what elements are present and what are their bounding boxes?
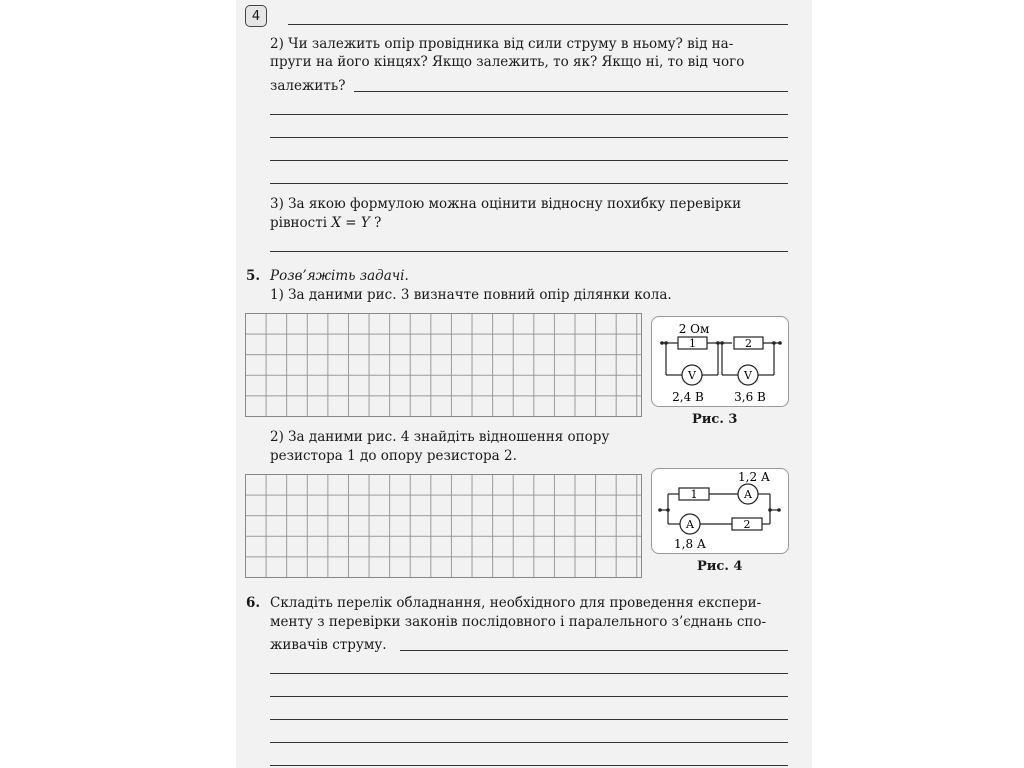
- q3-formula: X = Y: [331, 215, 370, 231]
- answer-line[interactable]: [270, 183, 788, 184]
- fig4-resistor1-label: 1: [690, 488, 698, 501]
- fig4-resistor2-label: 2: [743, 518, 751, 531]
- ammeter-icon: A: [686, 518, 694, 531]
- q2-line2: пруги на його кінцях? Якщо залежить, то як? Якщо ні, то від чого: [270, 54, 745, 70]
- q3-prefix: рівності: [270, 215, 328, 231]
- fig4-current1: 1,2 А: [738, 470, 770, 484]
- fig3-resistor2-label: 2: [745, 337, 752, 350]
- answer-line[interactable]: [270, 160, 788, 161]
- task6-number: 6.: [246, 595, 261, 611]
- q3-suffix: ?: [374, 215, 382, 231]
- q2-line1: 2) Чи залежить опір провідника від сили струму в ньому? від на-: [270, 36, 734, 52]
- fig3-resistance-label: 2 Ом: [678, 322, 710, 336]
- ammeter-icon: A: [744, 488, 752, 501]
- answer-line[interactable]: [400, 650, 788, 651]
- fig4-current2: 1,8 А: [674, 537, 706, 551]
- q3-line1: 3) За якою формулою можна оцінити відносну похибку перевірки: [270, 196, 742, 212]
- task5-sub2-line2: резистора 1 до опору резистора 2.: [270, 448, 517, 464]
- figure-3-circuit: [651, 316, 789, 407]
- figure-4-caption: Рис. 4: [697, 559, 743, 574]
- fig3-resistor1-label: 1: [689, 337, 696, 350]
- figure-3-caption: Рис. 3: [692, 412, 738, 427]
- task6-line3: живачів струму.: [270, 637, 387, 653]
- answer-line[interactable]: [270, 673, 788, 674]
- answer-line[interactable]: [270, 765, 788, 766]
- answer-grid-1[interactable]: [245, 313, 642, 417]
- voltmeter-icon: V: [744, 369, 752, 382]
- answer-line[interactable]: [270, 251, 788, 252]
- answer-line[interactable]: [354, 91, 788, 92]
- figure-4-circuit: [651, 468, 789, 554]
- q3-line2: [270, 214, 381, 233]
- page-number-badge: 4: [245, 5, 267, 27]
- q2-line3: залежить?: [270, 78, 346, 94]
- answer-grid-2[interactable]: [245, 474, 642, 578]
- task5-sub1: 1) За даними рис. 3 визначте повний опір ділянки кола.: [270, 287, 672, 303]
- task6-line2: менту з перевірки законів послідовного і паралельного з’єднань спо-: [270, 614, 767, 630]
- task6-line1: Складіть перелік обладнання, необхідного для проведення експери-: [270, 595, 762, 611]
- answer-line[interactable]: [270, 696, 788, 697]
- answer-line[interactable]: [270, 114, 788, 115]
- fig3-voltage2: 3,6 В: [734, 390, 766, 404]
- fig3-voltage1: 2,4 В: [672, 390, 704, 404]
- task5-title: Розв’яжіть задачі.: [270, 268, 409, 284]
- answer-line[interactable]: [270, 742, 788, 743]
- circuit-4-diagram: [652, 469, 787, 552]
- circuit-3-diagram: [652, 317, 787, 405]
- answer-line[interactable]: [288, 24, 788, 25]
- answer-line[interactable]: [270, 137, 788, 138]
- answer-line[interactable]: [270, 719, 788, 720]
- task5-sub2-line1: 2) За даними рис. 4 знайдіть відношення опору: [270, 429, 610, 445]
- voltmeter-icon: V: [688, 369, 696, 382]
- workbook-page: [236, 0, 812, 768]
- task5-number: 5.: [246, 268, 261, 284]
